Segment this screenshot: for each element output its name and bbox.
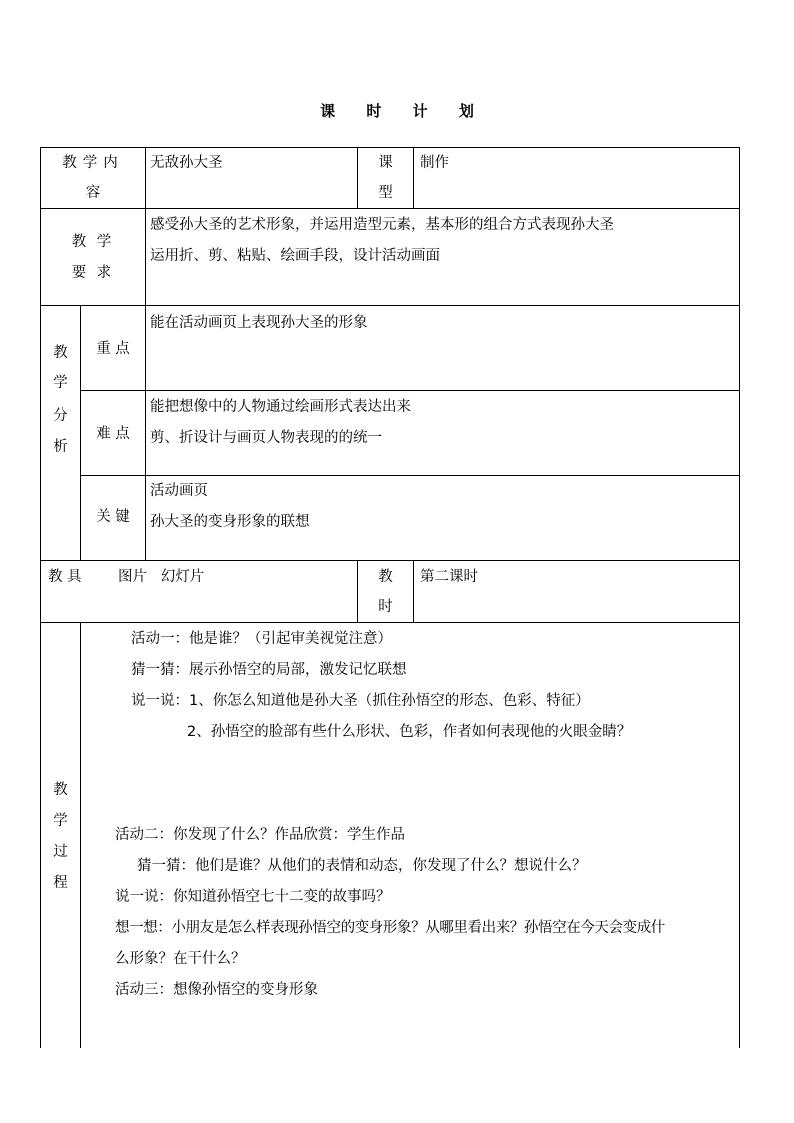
tools-label: 教 具 [48,569,82,585]
table-divider [80,390,740,391]
process-label-char: 教 [53,782,68,798]
process-line: 么形象？在干什么？ [115,951,246,967]
requirements-line: 感受孙大圣的艺术形象，并运用造型元素，基本形的组合方式表现孙大圣 [150,217,614,233]
type-label-continued: 型 [378,185,393,201]
analysis-label-char: 分 [53,408,68,424]
period-label-continued: 时 [378,599,393,615]
requirements-label: 教 学 [71,234,115,250]
table-divider [145,147,146,560]
key-factor-line: 活动画页 [150,483,208,499]
process-line: 说一说：1、你怎么知道他是孙大圣（抓住孙悟空的形态、色彩、特征） [131,693,590,709]
topic-label-continued: 容 [85,185,101,201]
analysis-label-char: 学 [53,375,68,391]
key-factor-line: 孙大圣的变身形象的联想 [150,514,310,530]
table-divider [40,622,740,623]
period-value: 第二课时 [420,569,478,585]
type-label: 课 [378,155,393,171]
table-divider [413,147,414,208]
table-divider [413,560,414,622]
process-label-char: 程 [53,875,68,891]
table-divider [80,622,81,1048]
table-border-right [739,147,740,1048]
process-label-char: 过 [53,844,68,860]
difficulties-line: 剪、折设计与画页人物表现的的统一 [150,430,382,446]
key-points-label: 重 点 [96,341,130,357]
type-value: 制作 [420,155,449,171]
process-line: 猜一猜：展示孙悟空的局部，激发记忆联想 [131,662,407,678]
requirements-line: 运用折、剪、粘贴、绘画手段，设计活动画面 [150,248,440,264]
process-label-char: 学 [53,813,68,829]
topic-value: 无敌孙大圣 [150,155,223,171]
process-line: 想一想：小朋友是怎么样表现孙悟空的变身形象？从哪里看出来？孙悟空在今天会变成什 [115,920,665,936]
topic-label: 教学内 [62,155,124,171]
process-line: 说一说：你知道孙悟空七十二变的故事吗？ [115,889,391,905]
table-divider [40,560,740,561]
difficulties-line: 能把想像中的人物通过绘画形式表达出来 [150,399,411,415]
table-divider [80,475,740,476]
process-line: 活动一：他是谁？（引起审美视觉注意） [131,631,392,647]
difficulties-label: 难 点 [96,426,130,442]
key-points-line: 能在活动画页上表现孙大圣的形象 [150,315,368,331]
requirements-label-continued: 要 求 [71,265,115,281]
analysis-label-char: 教 [53,345,68,361]
process-line: 2、孙悟空的脸部有些什么形状、色彩，作者如何表现他的火眼金睛？ [187,724,632,740]
tools-value: 图片 幻灯片 [118,569,205,585]
process-line: 活动三：想像孙悟空的变身形象 [115,982,318,998]
analysis-label-char: 析 [53,439,68,455]
page-title: 课 时 计 划 [320,102,487,120]
key-factor-label: 关 键 [96,509,130,525]
process-line: 活动二：你发现了什么？作品欣赏：学生作品 [115,827,405,843]
process-line: 猜一猜：他们是谁？从他们的表情和动态，你发现了什么？想说什么？ [137,858,587,874]
period-label: 教 [378,569,393,585]
